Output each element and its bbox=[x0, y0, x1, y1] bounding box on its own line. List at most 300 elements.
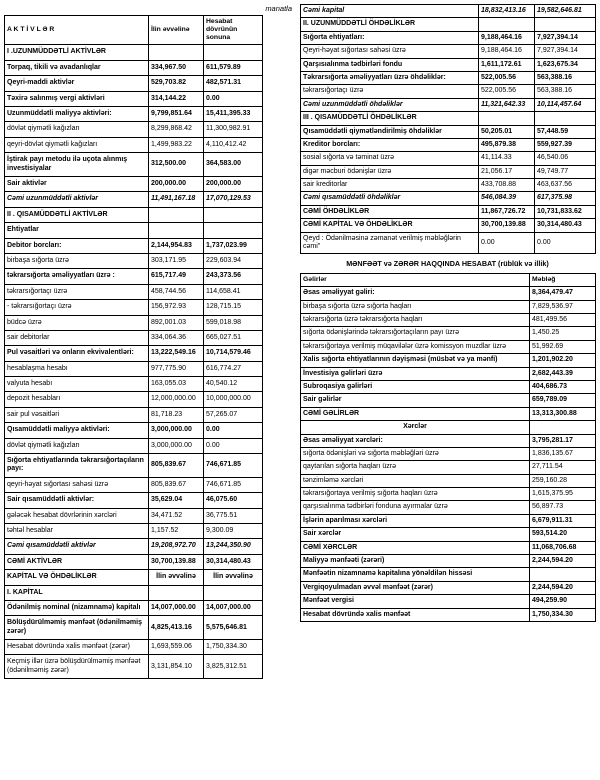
row-value: 615,717.49 bbox=[149, 269, 204, 284]
balance-sheet-equity-liabilities-table bbox=[300, 4, 596, 254]
table-row bbox=[5, 655, 263, 679]
row-value: 659,789.09 bbox=[530, 394, 596, 407]
year-start-column-header: İlin əvvəlinə bbox=[149, 16, 204, 45]
row-label: Sair xərclər bbox=[301, 528, 530, 541]
row-value: 3,131,854.10 bbox=[149, 655, 204, 679]
table-row bbox=[5, 330, 263, 345]
table-row bbox=[301, 474, 596, 487]
row-value: 1,750,334.30 bbox=[530, 608, 596, 621]
row-value: 805,839.67 bbox=[149, 454, 204, 478]
row-value: İlin əvvəlinə bbox=[204, 570, 263, 585]
row-value bbox=[149, 585, 204, 600]
row-label: depozit hesabları bbox=[5, 392, 149, 407]
row-value bbox=[535, 18, 596, 31]
row-value: 1,836,135.67 bbox=[530, 447, 596, 460]
row-value: 19,208,972.70 bbox=[149, 539, 204, 554]
row-value: 1,157.52 bbox=[149, 523, 204, 538]
row-label: qeyri-dövlət qiymətli kağızları bbox=[5, 137, 149, 152]
row-value: 665,027.51 bbox=[204, 330, 263, 345]
row-label: Qeyri-maddi aktivlər bbox=[5, 76, 149, 91]
row-value: 404,686.73 bbox=[530, 380, 596, 393]
table-row bbox=[301, 192, 596, 205]
row-label: dövlət qiymətli kağızları bbox=[5, 122, 149, 137]
table-row bbox=[301, 71, 596, 84]
row-value: 7,927,394.14 bbox=[535, 31, 596, 44]
table-row bbox=[301, 501, 596, 514]
row-value: 559,927.39 bbox=[535, 138, 596, 151]
row-label: təkrarsığortaçı üzrə bbox=[301, 85, 479, 98]
row-value: 18,832,413.16 bbox=[479, 5, 535, 18]
table-row bbox=[5, 153, 263, 177]
row-value: 481,499.56 bbox=[530, 314, 596, 327]
table-row bbox=[301, 232, 596, 254]
table-row bbox=[5, 223, 263, 238]
table-row bbox=[5, 137, 263, 152]
table-row bbox=[5, 122, 263, 137]
row-label: təkrarsığortaçı üzrə bbox=[5, 284, 149, 299]
row-label: Qısamüddətli qiymətləndirilmiş öhdəliklər bbox=[301, 125, 479, 138]
row-value: 805,839.67 bbox=[149, 477, 204, 492]
row-value: 746,671.85 bbox=[204, 477, 263, 492]
table-row bbox=[301, 98, 596, 111]
row-value bbox=[535, 112, 596, 125]
table-row bbox=[301, 608, 596, 621]
table-row bbox=[5, 616, 263, 640]
row-label: Əsas əməliyyat gəliri: bbox=[301, 287, 530, 300]
row-label: Qısamüddətli maliyyə aktivləri: bbox=[5, 423, 149, 438]
row-value: 49,749.77 bbox=[535, 165, 596, 178]
table-row bbox=[5, 176, 263, 191]
row-value: 0.00 bbox=[204, 423, 263, 438]
row-value: 163,055.03 bbox=[149, 377, 204, 392]
row-value: 156,972.93 bbox=[149, 300, 204, 315]
row-value: İlin əvvəlinə bbox=[149, 570, 204, 585]
row-value bbox=[479, 18, 535, 31]
row-label: birbaşa sığorta üzrə sığorta haqları bbox=[301, 300, 530, 313]
row-value: 10,714,579.46 bbox=[204, 346, 263, 361]
row-label: Cəmi qısamüddətli öhdəliklər bbox=[301, 192, 479, 205]
row-label: CƏMİ ÖHDƏLİKLƏR bbox=[301, 205, 479, 218]
row-value: 7,829,536.97 bbox=[530, 300, 596, 313]
table-row bbox=[5, 585, 263, 600]
row-value: 312,500.00 bbox=[149, 153, 204, 177]
row-value: 35,629.04 bbox=[149, 493, 204, 508]
row-value: 114,658.41 bbox=[204, 284, 263, 299]
row-value: 56,897.73 bbox=[530, 501, 596, 514]
row-value: 46,540.06 bbox=[535, 152, 596, 165]
row-value: 1,499,983.22 bbox=[149, 137, 204, 152]
row-label: Debitor borcları: bbox=[5, 238, 149, 253]
row-label: sair debitorlar bbox=[5, 330, 149, 345]
row-value: 1,450.25 bbox=[530, 327, 596, 340]
row-value: 0.00 bbox=[535, 232, 596, 254]
table-row bbox=[301, 58, 596, 71]
row-label: Əsas əməliyyat xərcləri: bbox=[301, 434, 530, 447]
row-label: Xalis sığorta ehtiyatlarının dəyişməsi (müsbət və ya mənfi) bbox=[301, 354, 530, 367]
row-value: 1,737,023.99 bbox=[204, 238, 263, 253]
row-value: 10,000,000.00 bbox=[204, 392, 263, 407]
row-value: 616,774.27 bbox=[204, 361, 263, 376]
row-label: Hesabat dövründə xalis mənfəət (zərər) bbox=[5, 640, 149, 655]
table-row bbox=[301, 314, 596, 327]
row-value: 12,000,000.00 bbox=[149, 392, 204, 407]
row-value: 529,703.82 bbox=[149, 76, 204, 91]
table-row bbox=[301, 300, 596, 313]
row-value bbox=[149, 45, 204, 60]
row-value: 4,110,412.42 bbox=[204, 137, 263, 152]
row-value: 0.00 bbox=[204, 438, 263, 453]
row-value: 334,064.36 bbox=[149, 330, 204, 345]
period-end-column-header: Hesabat dövrünün sonuna bbox=[204, 16, 263, 45]
row-value: 30,700,139.88 bbox=[149, 554, 204, 569]
row-value: 9,300.09 bbox=[204, 523, 263, 538]
table-row bbox=[5, 454, 263, 478]
balance-sheet-assets-table bbox=[4, 15, 263, 679]
table-row bbox=[5, 346, 263, 361]
row-label: I. KAPİTAL bbox=[5, 585, 149, 600]
row-label: III . QISAMÜDDƏTLİ ÖHDƏLİKLƏR bbox=[301, 112, 479, 125]
table-row bbox=[5, 269, 263, 284]
row-label: sair kreditorlar bbox=[301, 179, 479, 192]
row-label: Keçmiş illər üzrə bölüşdürülməmiş mənfəət (ödənilməmiş zərər) bbox=[5, 655, 149, 679]
table-row bbox=[301, 514, 596, 527]
table-row bbox=[301, 421, 596, 434]
row-label: CƏMİ GƏLİRLƏR bbox=[301, 407, 530, 420]
row-label: Cəmi qısamüddətli aktivlər bbox=[5, 539, 149, 554]
row-value: 13,222,549.16 bbox=[149, 346, 204, 361]
row-value: 21,056.17 bbox=[479, 165, 535, 178]
row-label: Cəmi uzunmüddətli öhdəliklər bbox=[301, 98, 479, 111]
row-value: 128,715.15 bbox=[204, 300, 263, 315]
row-value: 2,244,594.20 bbox=[530, 581, 596, 594]
row-value: 40,540.12 bbox=[204, 377, 263, 392]
row-value: 482,571.31 bbox=[204, 76, 263, 91]
table-row bbox=[5, 493, 263, 508]
row-value: 1,201,902.20 bbox=[530, 354, 596, 367]
table-row bbox=[301, 125, 596, 138]
income-column-header: Gəlirlər bbox=[301, 274, 530, 287]
row-value: 13,313,300.88 bbox=[530, 407, 596, 420]
row-label: büdcə üzrə bbox=[5, 315, 149, 330]
table-row bbox=[5, 640, 263, 655]
table-row bbox=[5, 554, 263, 569]
row-value: 30,314,480.43 bbox=[204, 554, 263, 569]
row-label: sığorta ödənişləri və sığorta məbləğləri üzrə bbox=[301, 447, 530, 460]
row-label: İştirak payı metodu ilə uçota alınmış investisiyalar bbox=[5, 153, 149, 177]
row-label: Cəmi uzunmüddətli aktivlər bbox=[5, 192, 149, 207]
row-label: Bölüşdürülməmiş mənfəət (ödənilməmiş zərər) bbox=[5, 616, 149, 640]
row-value: 10,731,833.62 bbox=[535, 205, 596, 218]
table-row bbox=[5, 76, 263, 91]
income-statement-title: MƏNFƏƏT və ZƏRƏR HAQQINDA HESABAT (rüblük və illik) bbox=[346, 259, 549, 269]
row-label: İnvestisiya gəlirləri üzrə bbox=[301, 367, 530, 380]
row-label: birbaşa sığorta üzrə bbox=[5, 253, 149, 268]
table-row bbox=[301, 367, 596, 380]
row-label: CƏMİ AKTİVLƏR bbox=[5, 554, 149, 569]
row-label: Kreditor borcları: bbox=[301, 138, 479, 151]
table-row bbox=[5, 523, 263, 538]
row-value: 8,364,479.47 bbox=[530, 287, 596, 300]
row-value: 5,575,646.81 bbox=[204, 616, 263, 640]
table-row bbox=[301, 434, 596, 447]
row-label: təhtəl hesablar bbox=[5, 523, 149, 538]
table-header-row bbox=[301, 274, 596, 287]
liabilities-and-income-column bbox=[300, 4, 595, 622]
row-value: 522,005.56 bbox=[479, 85, 535, 98]
currency-note: manatla bbox=[265, 4, 292, 13]
table-row bbox=[301, 488, 596, 501]
row-label: Qeyd : Ödənilməsinə zəmanət verilmiş məbləğlərin cəmi" bbox=[301, 232, 479, 254]
row-value: 599,018.98 bbox=[204, 315, 263, 330]
row-label: I .UZUNMÜDDƏTLİ AKTİVLƏR bbox=[5, 45, 149, 60]
row-label: hesablaşma hesabı bbox=[5, 361, 149, 376]
row-value: 2,144,954.83 bbox=[149, 238, 204, 253]
row-value: 1,693,559.06 bbox=[149, 640, 204, 655]
row-label: qeyri-həyat sığortası sahəsi üzrə bbox=[5, 477, 149, 492]
row-label: Qeyri-həyat sığortası sahəsi üzrə bbox=[301, 45, 479, 58]
row-value: 563,388.16 bbox=[535, 71, 596, 84]
row-value: 611,579.89 bbox=[204, 60, 263, 75]
table-row bbox=[301, 5, 596, 18]
row-value: 9,188,464.16 bbox=[479, 45, 535, 58]
row-value: 41,114.33 bbox=[479, 152, 535, 165]
row-label: Vergiqoyulmadan əvvəl mənfəət (zərər) bbox=[301, 581, 530, 594]
row-label: Cəmi kapital bbox=[301, 5, 479, 18]
table-row bbox=[5, 300, 263, 315]
table-row bbox=[301, 45, 596, 58]
table-header-row bbox=[5, 16, 263, 45]
amount-column-header: Məbləğ bbox=[530, 274, 596, 287]
table-row bbox=[5, 107, 263, 122]
row-label: Ödənilmiş nominal (nizamnamə) kapitalı bbox=[5, 600, 149, 615]
table-row bbox=[301, 31, 596, 44]
row-value: 0.00 bbox=[479, 232, 535, 254]
row-value: 30,700,139.88 bbox=[479, 219, 535, 232]
table-row bbox=[5, 423, 263, 438]
table-row bbox=[5, 539, 263, 554]
table-row bbox=[5, 45, 263, 60]
row-value: 9,188,464.16 bbox=[479, 31, 535, 44]
row-label: qaytarılan sığorta haqları üzrə bbox=[301, 461, 530, 474]
row-label: Mənfəət vergisi bbox=[301, 595, 530, 608]
row-label: Sair aktivlər bbox=[5, 176, 149, 191]
row-value bbox=[530, 421, 596, 434]
table-row bbox=[301, 407, 596, 420]
row-value: 229,603.94 bbox=[204, 253, 263, 268]
row-value: 617,375.98 bbox=[535, 192, 596, 205]
row-label: Sair qısamüddətli aktivlər: bbox=[5, 493, 149, 508]
row-value: 334,967.50 bbox=[149, 60, 204, 75]
row-value: 3,000,000.00 bbox=[149, 423, 204, 438]
row-value: 17,070,129.53 bbox=[204, 192, 263, 207]
table-row bbox=[301, 165, 596, 178]
table-row bbox=[5, 477, 263, 492]
row-value bbox=[149, 223, 204, 238]
row-label: Maliyyə mənfəəti (zərəri) bbox=[301, 555, 530, 568]
row-value: 11,867,726.72 bbox=[479, 205, 535, 218]
row-value: 2,682,443.39 bbox=[530, 367, 596, 380]
table-row bbox=[301, 394, 596, 407]
row-value: 7,927,394.14 bbox=[535, 45, 596, 58]
row-value: 463,637.56 bbox=[535, 179, 596, 192]
row-label: Torpaq, tikili və avadanlıqlar bbox=[5, 60, 149, 75]
row-label: digər məcburi ödənişlər üzrə bbox=[301, 165, 479, 178]
row-value: 11,300,982.91 bbox=[204, 122, 263, 137]
table-row bbox=[5, 377, 263, 392]
row-label: Xərclər bbox=[301, 421, 530, 434]
row-value: 546,084.39 bbox=[479, 192, 535, 205]
table-row bbox=[301, 287, 596, 300]
row-value: 977,775.90 bbox=[149, 361, 204, 376]
row-value: 4,825,413.16 bbox=[149, 616, 204, 640]
table-row bbox=[5, 315, 263, 330]
table-row bbox=[5, 60, 263, 75]
row-value: 303,171.95 bbox=[149, 253, 204, 268]
row-label: dövlət qiymətli kağızları bbox=[5, 438, 149, 453]
row-value: 6,679,911.31 bbox=[530, 514, 596, 527]
row-label: - təkrarsığortaçı üzrə bbox=[5, 300, 149, 315]
row-value bbox=[204, 45, 263, 60]
table-row bbox=[5, 207, 263, 222]
row-value bbox=[204, 223, 263, 238]
row-value: 314,144.22 bbox=[149, 91, 204, 106]
row-value bbox=[204, 585, 263, 600]
table-row bbox=[301, 568, 596, 581]
row-value: 30,314,480.43 bbox=[535, 219, 596, 232]
row-value: 243,373.56 bbox=[204, 269, 263, 284]
row-value: 46,075.60 bbox=[204, 493, 263, 508]
table-row bbox=[5, 600, 263, 615]
row-label: sığorta ödənişlərində təkrarsığortaçıların payı üzrə bbox=[301, 327, 530, 340]
table-row bbox=[301, 354, 596, 367]
row-value: 81,718.23 bbox=[149, 407, 204, 422]
table-row bbox=[301, 461, 596, 474]
row-value: 1,623,675.34 bbox=[535, 58, 596, 71]
row-label: təkrarsığorta üzrə təkrarsığorta haqları bbox=[301, 314, 530, 327]
row-value: 563,388.16 bbox=[535, 85, 596, 98]
row-value: 1,611,172.61 bbox=[479, 58, 535, 71]
income-statement-table bbox=[300, 273, 596, 622]
row-value: 57,448.59 bbox=[535, 125, 596, 138]
table-row bbox=[301, 327, 596, 340]
row-value: 3,795,281.17 bbox=[530, 434, 596, 447]
table-row bbox=[301, 555, 596, 568]
row-label: Subroqasiya gəlirləri bbox=[301, 380, 530, 393]
table-row bbox=[301, 528, 596, 541]
row-value: 433,708.88 bbox=[479, 179, 535, 192]
row-label: sair pul vəsaitləri bbox=[5, 407, 149, 422]
table-row bbox=[301, 447, 596, 460]
row-label: II. UZUNMÜDDƏTLİ ÖHDƏLİKLƏR bbox=[301, 18, 479, 31]
table-row bbox=[301, 219, 596, 232]
table-row bbox=[5, 361, 263, 376]
row-value: 14,007,000.00 bbox=[149, 600, 204, 615]
table-row bbox=[301, 152, 596, 165]
table-row bbox=[301, 138, 596, 151]
table-row bbox=[301, 205, 596, 218]
table-row bbox=[5, 253, 263, 268]
table-row bbox=[5, 392, 263, 407]
row-label: Təkrarsığorta əməliyyatları üzrə öhdəliklər: bbox=[301, 71, 479, 84]
row-label: Ehtiyatlar bbox=[5, 223, 149, 238]
table-row bbox=[301, 112, 596, 125]
table-row bbox=[301, 179, 596, 192]
table-row bbox=[301, 541, 596, 554]
row-label: tənzimləmə xərcləri bbox=[301, 474, 530, 487]
row-value bbox=[204, 207, 263, 222]
row-value: 11,321,642.33 bbox=[479, 98, 535, 111]
row-value: 892,001.03 bbox=[149, 315, 204, 330]
row-label: gələcək hesabat dövrlərinin xərcləri bbox=[5, 508, 149, 523]
row-value: 3,000,000.00 bbox=[149, 438, 204, 453]
row-label: Sığorta ehtiyatları: bbox=[301, 31, 479, 44]
table-row bbox=[5, 508, 263, 523]
row-label: Pul vəsaitləri və onların ekvivalentləri: bbox=[5, 346, 149, 361]
row-value: 458,744.56 bbox=[149, 284, 204, 299]
row-value: 51,992.69 bbox=[530, 340, 596, 353]
row-value: 593,514.20 bbox=[530, 528, 596, 541]
table-row bbox=[5, 570, 263, 585]
row-label: qarşısıalınma tədbirləri fonduna ayırmalar üzrə bbox=[301, 501, 530, 514]
row-value: 1,615,375.95 bbox=[530, 488, 596, 501]
row-value: 2,244,594.20 bbox=[530, 555, 596, 568]
table-row bbox=[301, 581, 596, 594]
table-row bbox=[5, 407, 263, 422]
row-value: 1,750,334.30 bbox=[204, 640, 263, 655]
table-row bbox=[5, 284, 263, 299]
row-value: 50,205.01 bbox=[479, 125, 535, 138]
row-value: 57,265.07 bbox=[204, 407, 263, 422]
row-value: 200,000.00 bbox=[149, 176, 204, 191]
row-value: 34,471.52 bbox=[149, 508, 204, 523]
row-value: 15,411,395.33 bbox=[204, 107, 263, 122]
row-label: İşlərin aparılması xərcləri bbox=[301, 514, 530, 527]
row-value: 364,583.00 bbox=[204, 153, 263, 177]
row-value bbox=[479, 112, 535, 125]
table-row bbox=[5, 192, 263, 207]
row-value: 10,114,457.64 bbox=[535, 98, 596, 111]
row-value: 746,671.85 bbox=[204, 454, 263, 478]
table-row bbox=[301, 85, 596, 98]
row-value: 522,005.56 bbox=[479, 71, 535, 84]
row-value: 200,000.00 bbox=[204, 176, 263, 191]
row-value: 259,160.28 bbox=[530, 474, 596, 487]
row-value: 11,068,706.68 bbox=[530, 541, 596, 554]
row-label: II . QISAMÜDDƏTLİ AKTİVLƏR bbox=[5, 207, 149, 222]
row-label: CƏMİ XƏRCLƏR bbox=[301, 541, 530, 554]
row-value bbox=[149, 207, 204, 222]
row-value: 0.00 bbox=[204, 91, 263, 106]
row-label: Qarşısıalınma tədbirləri fondu bbox=[301, 58, 479, 71]
table-row bbox=[301, 340, 596, 353]
balance-sheet-assets-column bbox=[4, 4, 292, 679]
row-label: CƏMİ KAPİTAL VƏ ÖHDƏLİKLƏR bbox=[301, 219, 479, 232]
row-label: təkrarsığorta əməliyyatları üzrə : bbox=[5, 269, 149, 284]
row-value: 8,299,868.42 bbox=[149, 122, 204, 137]
row-value: 14,007,000.00 bbox=[204, 600, 263, 615]
row-value: 27,711.54 bbox=[530, 461, 596, 474]
table-row bbox=[5, 238, 263, 253]
assets-column-header: A K T İ V L Ə R bbox=[5, 16, 149, 45]
row-value: 3,825,312.51 bbox=[204, 655, 263, 679]
row-value: 13,244,350.90 bbox=[204, 539, 263, 554]
row-label: Sığorta ehtiyatlarında təkrarsığortaçıların payı: bbox=[5, 454, 149, 478]
row-value: 11,491,167.18 bbox=[149, 192, 204, 207]
row-label: Mənfəətin nizamnamə kapitalına yönəldilən hissəsi bbox=[301, 568, 530, 581]
row-label: Hesabat dövründə xalis mənfəət bbox=[301, 608, 530, 621]
table-row bbox=[301, 380, 596, 393]
row-label: sosial sığorta və təminat üzrə bbox=[301, 152, 479, 165]
